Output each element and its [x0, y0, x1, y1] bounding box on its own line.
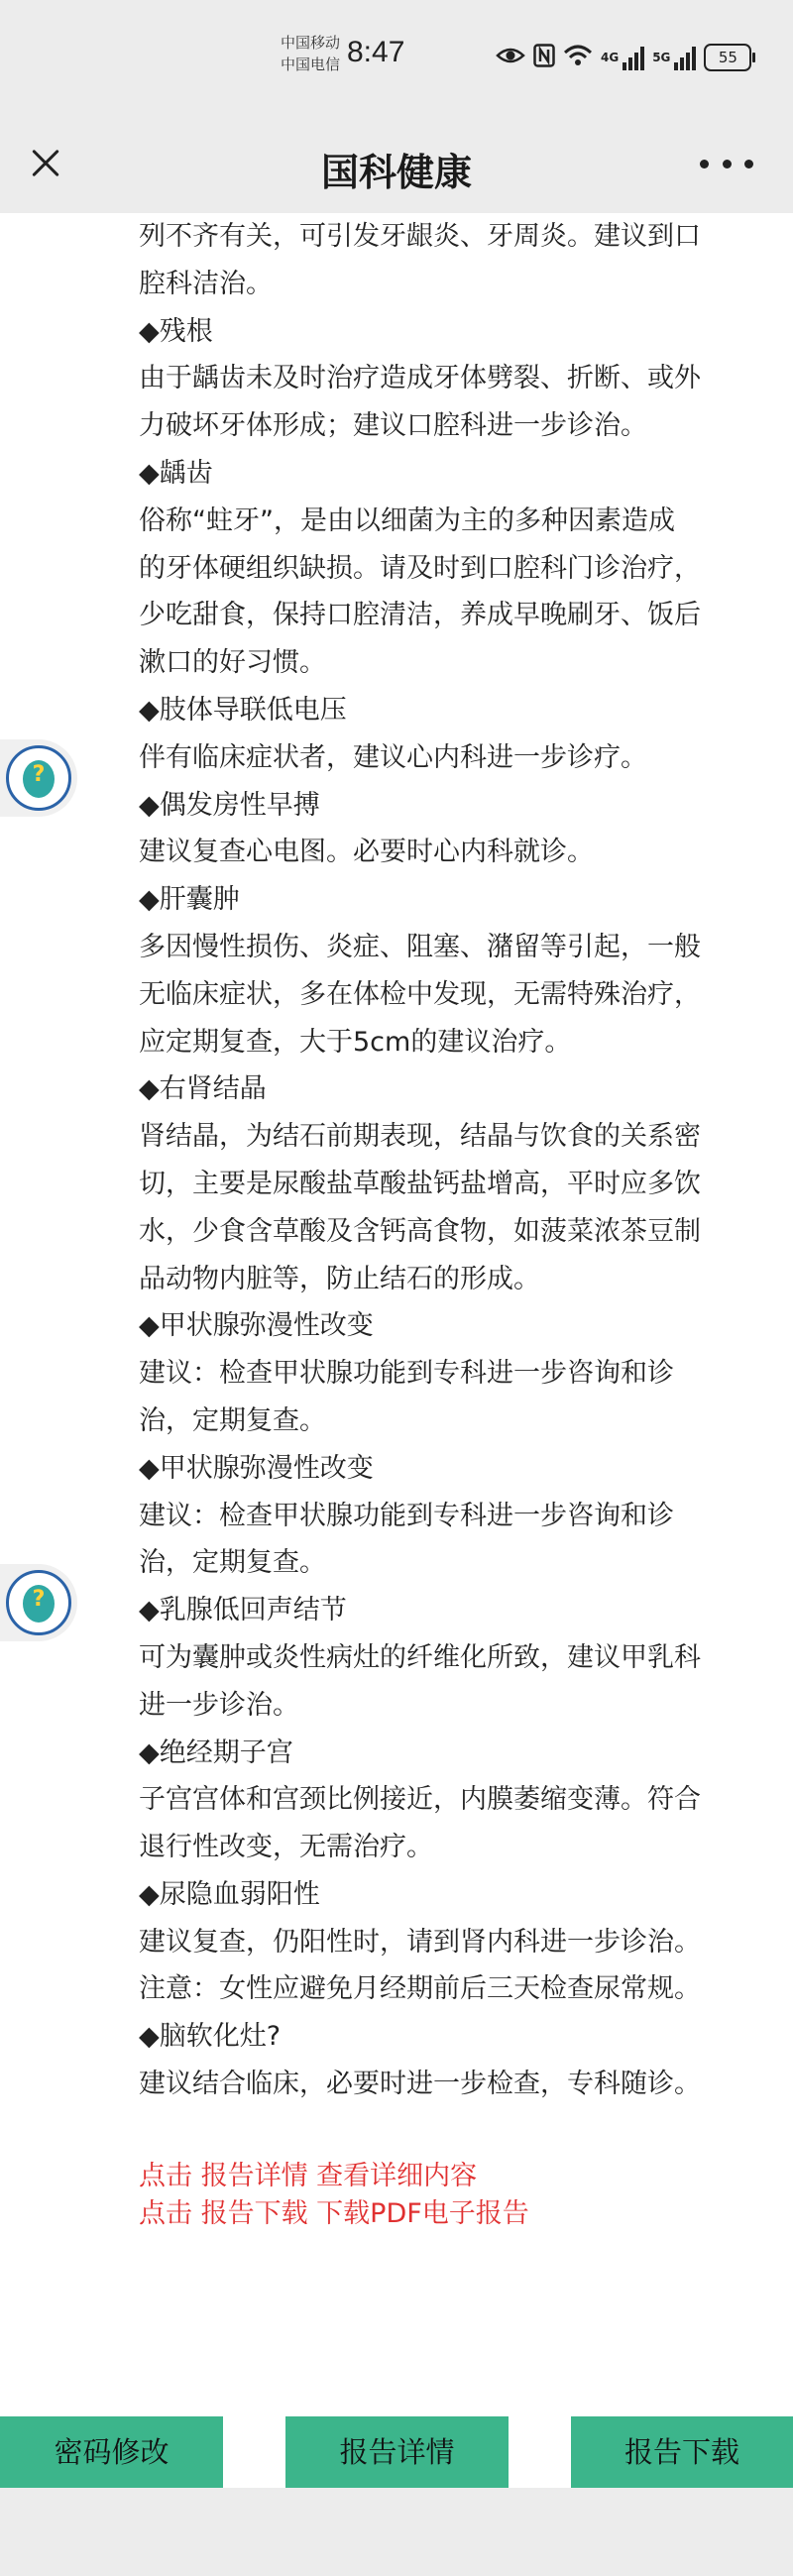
floating-logo-badge[interactable] — [0, 1564, 77, 1641]
content-line: 切，主要是尿酸盐草酸盐钙盐增高，平时应多饮 — [139, 1168, 701, 1199]
logo-icon: ? — [6, 1570, 71, 1635]
content-line: 建议：检查甲状腺功能到专科进一步咨询和诊 — [139, 1358, 674, 1390]
wifi-icon — [563, 44, 593, 72]
content-line: 由于龋齿未及时治疗造成牙体劈裂、折断、或外 — [139, 363, 701, 394]
battery-indicator: 55 — [704, 44, 751, 71]
content-line: 可为囊肿或炎性病灶的纤维化所致，建议甲乳科 — [139, 1641, 701, 1673]
content-line: 治，定期复查。 — [139, 1404, 326, 1436]
report-download-button[interactable]: 报告下载 — [571, 2416, 793, 2488]
signal-5g-label: 5G — [652, 51, 671, 64]
system-icons — [496, 38, 751, 77]
section-heading: ◆肢体导联低电压 — [139, 694, 347, 726]
section-heading: ◆残根 — [139, 315, 213, 347]
more-dots-icon[interactable] — [700, 150, 753, 177]
signal-4g-label: 4G — [601, 51, 620, 64]
nfc-icon — [533, 44, 555, 72]
title-bar — [0, 114, 793, 213]
report-download-link[interactable]: 点击 报告下载 下载PDF电子报告 — [139, 2198, 529, 2229]
content-line: 子宫宫体和宫颈比例接近，内膜萎缩变薄。符合 — [139, 1784, 701, 1816]
eye-icon — [496, 46, 525, 70]
report-detail-link[interactable]: 点击 报告详情 查看详细内容 — [139, 2161, 478, 2191]
signal-4g-icon — [623, 45, 644, 70]
carrier-info — [281, 32, 340, 75]
content-line: 建议结合临床，必要时进一步检查，专科随诊。 — [139, 2069, 701, 2100]
content-line: 水，少食含草酸及含钙高食物，如菠菜浓茶豆制 — [139, 1215, 701, 1247]
content-line: 腔科洁治。 — [139, 268, 273, 299]
section-heading: ◆右肾结晶 — [139, 1073, 267, 1105]
section-heading: ◆龋齿 — [139, 457, 213, 489]
content-line: 注意：女性应避免月经期前后三天检查尿常规。 — [139, 1973, 701, 2005]
content-line: 俗称“蛀牙”，是由以细菌为主的多种因素造成 — [139, 504, 675, 536]
section-heading: ◆尿隐血弱阳性 — [139, 1878, 320, 1910]
content-line: 应定期复查，大于5cm的建议治疗。 — [139, 1026, 572, 1058]
content-line: 多因慢性损伤、炎症、阻塞、潴留等引起，一般 — [139, 931, 701, 962]
signal-5g-icon — [674, 45, 696, 70]
content-line: 无临床症状，多在体检中发现，无需特殊治疗， — [139, 978, 701, 1010]
content-line: 治，定期复查。 — [139, 1547, 326, 1579]
logo-icon: ? — [6, 745, 71, 811]
report-detail-button[interactable]: 报告详情 — [285, 2416, 509, 2488]
content-line: 少吃甜食，保持口腔清洁，养成早晚刷牙、饭后 — [139, 600, 701, 631]
password-change-button[interactable]: 密码修改 — [0, 2416, 223, 2488]
report-content — [139, 213, 763, 2108]
content-line: 肾结晶，为结石前期表现，结晶与饮食的关系密 — [139, 1121, 701, 1153]
section-heading: ◆甲状腺弥漫性改变 — [139, 1452, 374, 1484]
content-line: 建议复查，仍阳性时，请到肾内科进一步诊治。 — [139, 1926, 701, 1958]
status-bar — [0, 0, 793, 114]
content-line: 力破坏牙体形成；建议口腔科进一步诊治。 — [139, 410, 647, 442]
carrier-1: 中国移动 — [281, 34, 341, 52]
content-line: 的牙体硬组织缺损。请及时到口腔科门诊治疗， — [139, 552, 701, 584]
content-line: 退行性改变，无需治疗。 — [139, 1832, 433, 1863]
content-line: 建议：检查甲状腺功能到专科进一步咨询和诊 — [139, 1500, 674, 1531]
section-heading: ◆甲状腺弥漫性改变 — [139, 1310, 374, 1342]
bottom-nav-area — [0, 2488, 793, 2576]
content-line: 漱口的好习惯。 — [139, 647, 326, 679]
content-line: 列不齐有关，可引发牙龈炎、牙周炎。建议到口 — [139, 221, 701, 252]
section-heading: ◆绝经期子宫 — [139, 1736, 293, 1768]
carrier-2: 中国电信 — [281, 56, 341, 73]
report-links — [139, 2158, 529, 2233]
content-line: 品动物内脏等，防止结石的形成。 — [139, 1263, 540, 1294]
page-title: 国科健康 — [320, 151, 472, 194]
section-heading: ◆乳腺低回声结节 — [139, 1595, 347, 1626]
section-heading: ◆脑软化灶? — [139, 2021, 282, 2053]
content-line: 建议复查心电图。必要时心内科就诊。 — [139, 837, 594, 868]
bottom-action-bar — [0, 2416, 793, 2488]
content-line: 进一步诊治。 — [139, 1689, 299, 1721]
section-heading: ◆肝囊肿 — [139, 884, 240, 916]
status-time: 8:47 — [347, 36, 405, 68]
content-line: 伴有临床症状者，建议心内科进一步诊疗。 — [139, 741, 647, 773]
floating-logo-badge[interactable] — [0, 739, 77, 817]
section-heading: ◆偶发房性早搏 — [139, 789, 320, 821]
